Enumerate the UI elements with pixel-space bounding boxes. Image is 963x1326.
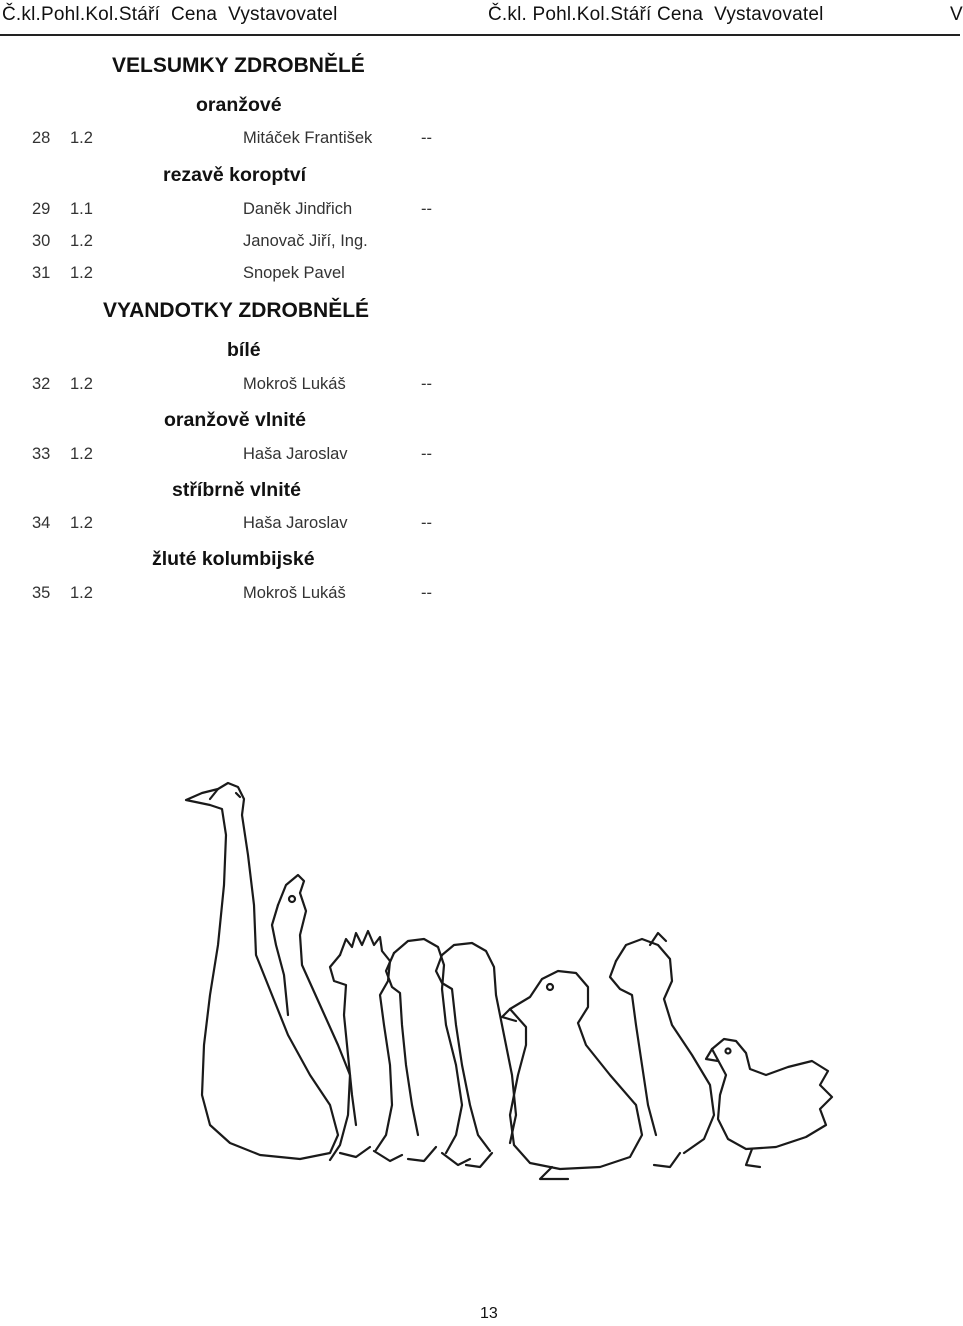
price-value: -- <box>421 514 432 532</box>
header-col-age: Stáří <box>118 4 160 25</box>
table-row <box>0 264 470 286</box>
sex-ratio: 1.2 <box>70 232 93 250</box>
table-row <box>0 200 470 222</box>
poultry-line-drawing-icon <box>180 775 840 1190</box>
class-number: 35 <box>32 584 51 602</box>
header-col-class: Č.kl. <box>2 4 41 25</box>
exhibitor-name: Janovač Jiří, Ing. <box>243 232 368 250</box>
sex-ratio: 1.2 <box>70 445 93 463</box>
table-row <box>0 232 470 254</box>
page-number: 13 <box>480 1305 498 1322</box>
header-col-class: Č.kl. <box>488 4 527 25</box>
header-col-exhibitor: Vystavovatel <box>228 4 338 25</box>
class-number: 29 <box>32 200 51 218</box>
class-number: 28 <box>32 129 51 147</box>
header-col-sex: Pohl. <box>532 4 577 25</box>
class-number: 34 <box>32 514 51 532</box>
exhibitor-name: Daněk Jindřich <box>243 200 353 218</box>
sex-ratio: 1.2 <box>70 129 93 147</box>
header-divider <box>0 34 960 36</box>
price-value: -- <box>421 445 432 463</box>
header-col-cage: Kol. <box>576 4 611 25</box>
color-heading: oranžově vlnité <box>164 409 306 431</box>
exhibitor-name: Snopek Pavel <box>243 264 345 282</box>
class-number: 32 <box>32 375 51 393</box>
header-col-age: Stáří <box>610 4 652 25</box>
sex-ratio: 1.2 <box>70 264 93 282</box>
exhibitor-name: Haša Jaroslav <box>243 445 348 463</box>
color-heading: oranžové <box>196 94 282 116</box>
breed-heading: VELSUMKY ZDROBNĚLÉ <box>112 54 365 77</box>
header-columns-left <box>2 4 338 26</box>
color-heading: žluté kolumbijské <box>152 548 315 570</box>
price-value: -- <box>421 584 432 602</box>
exhibitor-name: Mitáček František <box>243 129 373 147</box>
sex-ratio: 1.1 <box>70 200 93 218</box>
class-number: 33 <box>32 445 51 463</box>
sex-ratio: 1.2 <box>70 584 93 602</box>
header-col-exhibitor: Vystavovatel <box>714 4 824 25</box>
exhibitor-name: Mokroš Lukáš <box>243 584 346 602</box>
header-cut-text: V <box>950 4 963 25</box>
price-value: -- <box>421 129 432 147</box>
table-row <box>0 584 470 606</box>
breed-heading: VYANDOTKY ZDROBNĚLÉ <box>103 299 370 322</box>
header-col-price: Cena <box>656 4 704 25</box>
table-row <box>0 375 470 397</box>
color-heading: bílé <box>227 339 261 361</box>
table-row <box>0 445 470 467</box>
header-col-price: Cena <box>170 4 218 25</box>
header-columns-right <box>488 4 824 26</box>
class-number: 30 <box>32 232 51 250</box>
table-row <box>0 514 470 536</box>
exhibitor-name: Haša Jaroslav <box>243 514 348 532</box>
header-col-sex: Pohl. <box>41 4 86 25</box>
class-number: 31 <box>32 264 51 282</box>
table-row <box>0 129 470 151</box>
sex-ratio: 1.2 <box>70 375 93 393</box>
price-value: -- <box>421 200 432 218</box>
color-heading: rezavě koroptví <box>163 164 307 186</box>
price-value: -- <box>421 375 432 393</box>
sex-ratio: 1.2 <box>70 514 93 532</box>
color-heading: stříbrně vlnité <box>172 479 301 501</box>
exhibitor-name: Mokroš Lukáš <box>243 375 346 393</box>
header-col-cage: Kol. <box>85 4 119 25</box>
